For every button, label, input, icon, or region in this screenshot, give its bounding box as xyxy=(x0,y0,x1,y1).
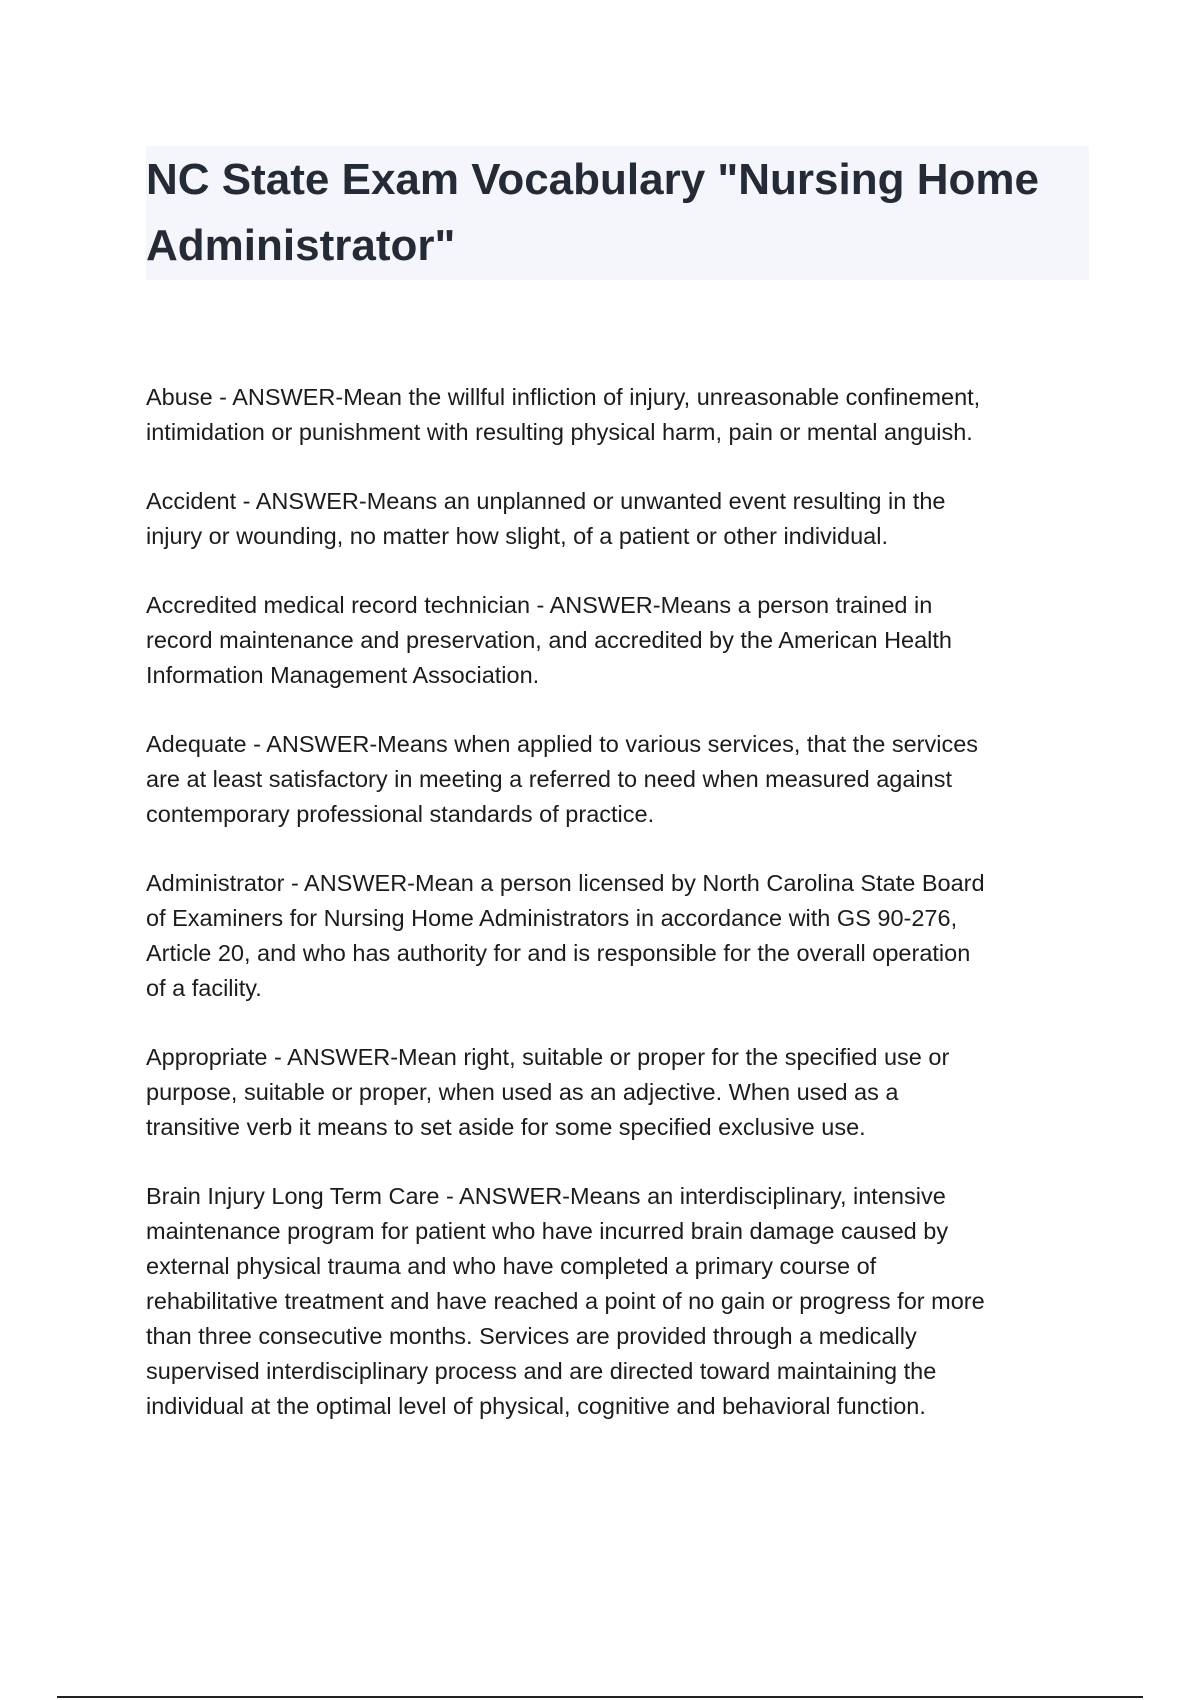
vocabulary-list xyxy=(146,380,1096,1458)
vocabulary-entry-accident: Accident - ANSWER-Means an unplanned or unwanted event resulting in the injury or wounding, no matter how slight, of a patient or other individual. xyxy=(146,488,946,549)
vocabulary-entry-adequate: Adequate - ANSWER-Means when applied to various services, that the services are at least satisfactory in meeting a referred to need when measured against contemporary professional standards of practice. xyxy=(146,731,979,827)
vocabulary-entry-abuse: Abuse - ANSWER-Mean the willful infliction of injury, unreasonable confinement, intimidation or punishment with resulting physical harm, pain or mental anguish. xyxy=(146,384,981,445)
title-block xyxy=(146,146,1089,280)
page-title: NC State Exam Vocabulary "Nursing Home Administrator" xyxy=(146,155,1039,270)
page-divider xyxy=(57,1696,1143,1698)
vocabulary-entry-brain-injury-long-term-care: Brain Injury Long Term Care - ANSWER-Means an interdisciplinary, intensive maintenance program for patient who have incurred brain damage caused by external physical trauma and who have completed a primary course of rehabilitative treatment and have reached a point of no gain or progress for more than three consecutive months. Services are provided through a medically supervised interdisciplinary process and are directed toward maintaining the individual at the optimal level of physical, cognitive and behavioral function. xyxy=(146,1183,985,1419)
vocabulary-entry-appropriate: Appropriate - ANSWER-Mean right, suitable or proper for the specified use or purpose, suitable or proper, when used as an adjective. When used as a transitive verb it means to set aside for some specified exclusive use. xyxy=(146,1044,950,1140)
vocabulary-entry-administrator: Administrator - ANSWER-Mean a person licensed by North Carolina State Board of Examiners for Nursing Home Administrators in accordance with GS 90-276, Article 20, and who has authority for and is responsible for the overall operation of a facility. xyxy=(146,870,985,1001)
vocabulary-entry-accredited-medical-record-technician: Accredited medical record technician - ANSWER-Means a person trained in record maintenance and preservation, and accredited by the American Health Information Management Association. xyxy=(146,592,952,688)
